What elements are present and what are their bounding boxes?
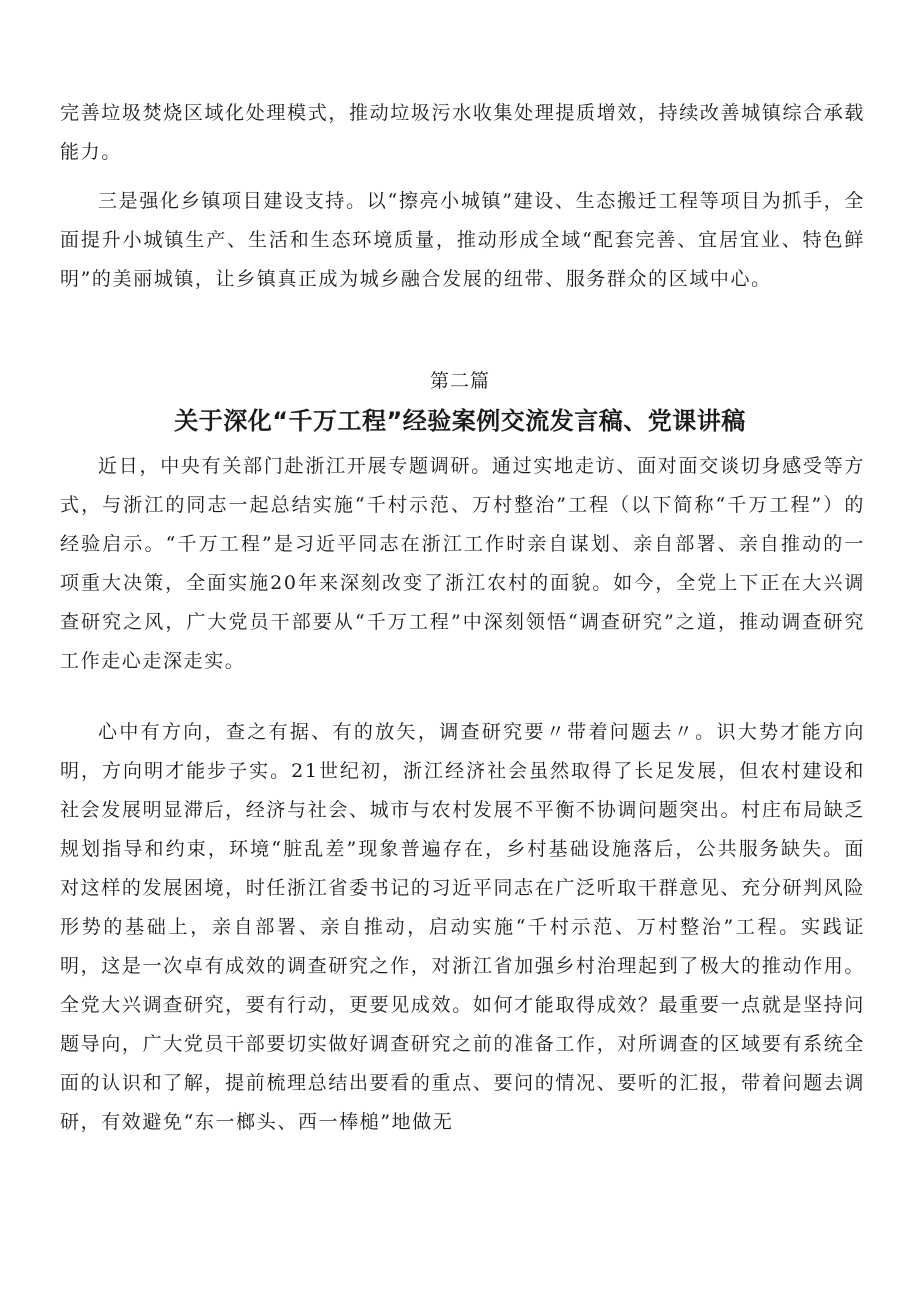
paragraph-direction: 心中有方向，查之有据、有的放矢，调查研究要〃带着问题去〃。识大势才能方向明，方向明才能步子实。21世纪初，浙江经济社会虽然取得了长足发展，但农村建设和社会发展明显滞后，经济与社会、城市与农村发展不平衡不协调问题突出。村庄布局缺乏规划指导和约束，环境“脏乱差”现象普遍存在，乡村基础设施落后，公共服务缺失。面对这样的发展困境，时任浙江省委书记的习近平同志在广泛听取干群意见、充分研判风险形势的基础上，亲自部署、亲自推动，启动实施“千村示范、万村整治”工程。实践证明，这是一次卓有成效的调查研究之作，对浙江省加强乡村治理起到了极大的推动作用。全党大兴调查研究，要有行动，更要见成效。如何才能取得成效？最重要一点就是坚持问题导向，广大党员干部要切实做好调查研究之前的准备工作，对所调查的区域要有系统全面的认识和了解，提前梳理总结出要看的重点、要问的情况、要听的汇报，带着问题去调研，有效避免“东一榔头、西一棒槌”地做无 bbox=[60, 721, 865, 1133]
section-label: 第二篇 bbox=[429, 370, 490, 392]
paragraph-intro: 近日，中央有关部门赴浙江开展专题调研。通过实地走访、面对面交谈切身感受等方式，与浙江的同志一起总结实施“千村示范、万村整治”工程（以下简称“千万工程”）的经验启示。“千万工程”是习近平同志在浙江工作时亲自谋划、亲自部署、亲自推动的一项重大决策，全面实施20年来深刻改变了浙江农村的面貌。如今，全党上下正在大兴调查研究之风，广大党员干部要从“千万工程”中深刻领悟“调查研究”之道，推动调查研究工作走心走深走实。 bbox=[60, 455, 865, 672]
paragraph-town-projects: 三是强化乡镇项目建设支持。以“擦亮小城镇”建设、生态搬迁工程等项目为抓手，全面提升小城镇生产、生活和生态环境质量，推动形成全域“配套完善、宜居宜业、特色鲜明”的美丽城镇，让乡镇真正成为城乡融合发展的纽带、服务群众的区域中心。 bbox=[60, 190, 865, 290]
document-title: 关于深化“千万工程”经验案例交流发言稿、党课讲稿 bbox=[174, 407, 746, 435]
paragraph-continuation: 完善垃圾焚烧区域化处理模式，推动垃圾污水收集处理提质增效，持续改善城镇综合承载能力。 bbox=[60, 102, 865, 163]
